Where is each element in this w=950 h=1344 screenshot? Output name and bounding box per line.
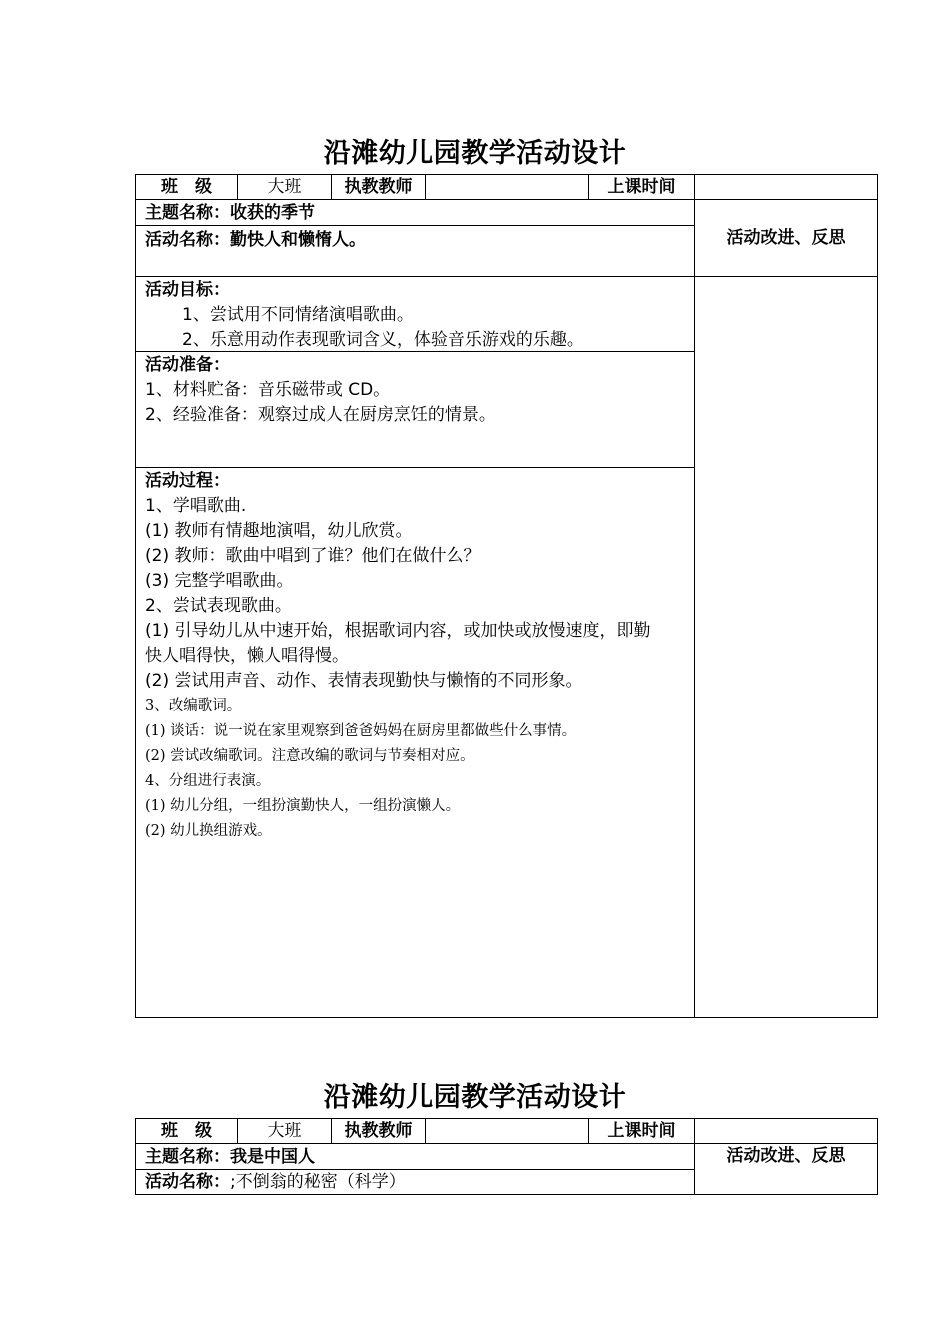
- teacher-label: 执教教师: [344, 177, 413, 197]
- process-line-small: (1) 幼儿分组，一组扮演勤快人，一组扮演懒人。: [145, 798, 461, 814]
- activity-name-2: [145, 1170, 406, 1194]
- process-line: (2) 教师：歌曲中唱到了谁？他们在做什么？: [145, 546, 481, 566]
- page-title-2: 沿滩幼儿园教学活动设计: [323, 1082, 627, 1113]
- process-section: [145, 469, 650, 844]
- reflection-label: 活动改进、反思: [726, 228, 846, 248]
- time-label: 上课时间: [607, 177, 676, 197]
- prep-item: 2、经验准备：观察过成人在厨房烹饪的情景。: [145, 405, 496, 425]
- process-line: 2、尝试表现歌曲。: [145, 596, 292, 616]
- process-line: (3) 完整学唱歌曲。: [145, 571, 294, 591]
- theme-name: 主题名称：收获的季节: [145, 203, 315, 223]
- process-line-small: (1) 谈话：说一说在家里观察到爸爸妈妈在厨房里都做些什么事情。: [145, 723, 577, 739]
- goals-heading: 活动目标：: [145, 280, 230, 300]
- process-line-small: 4、分组进行表演。: [145, 773, 271, 789]
- activity-name: 活动名称：勤快人和懒惰人。: [145, 230, 366, 250]
- goal-item: 1、尝试用不同情绪演唱歌曲。: [182, 305, 414, 325]
- process-line: (1) 引导幼儿从中速开始，根据歌词内容，或加快或放慢速度，即勤: [145, 621, 651, 641]
- process-line: (1) 教师有情趣地演唱，幼儿欣赏。: [145, 521, 413, 541]
- class-value-2: 大班: [267, 1121, 302, 1141]
- process-line-small: (2) 尝试改编歌词。注意改编的歌词与节奏相对应。: [145, 748, 475, 764]
- page-title: 沿滩幼儿园教学活动设计: [323, 138, 627, 169]
- activity-label-2: 活动名称：: [145, 1172, 230, 1192]
- process-heading: 活动过程：: [145, 471, 230, 491]
- prep-heading: 活动准备：: [145, 355, 230, 375]
- prep-item: 1、材料贮备：音乐磁带或 CD。: [145, 380, 391, 400]
- process-line: 快人唱得快，懒人唱得慢。: [145, 646, 349, 666]
- goals-section: [145, 278, 584, 353]
- class-value: 大班: [267, 177, 302, 197]
- process-line: 1、学唱歌曲.: [145, 496, 247, 516]
- process-line-small: 3、改编歌词。: [145, 698, 242, 714]
- time-label-2: 上课时间: [607, 1121, 676, 1141]
- reflection-label-2: 活动改进、反思: [726, 1146, 846, 1166]
- theme-name-2: 主题名称：我是中国人: [145, 1147, 315, 1167]
- teacher-label-2: 执教教师: [344, 1121, 413, 1141]
- goal-item: 2、乐意用动作表现歌词含义，体验音乐游戏的乐趣。: [182, 330, 584, 350]
- process-line-small: (2) 幼儿换组游戏。: [145, 823, 272, 839]
- class-label: 班 级: [161, 177, 212, 197]
- prep-section: [145, 353, 496, 428]
- class-label-2: 班 级: [161, 1121, 212, 1141]
- activity-value-2: ;不倒翁的秘密（科学）: [230, 1172, 406, 1192]
- process-line: (2) 尝试用声音、动作、表情表现勤快与懒惰的不同形象。: [145, 671, 583, 691]
